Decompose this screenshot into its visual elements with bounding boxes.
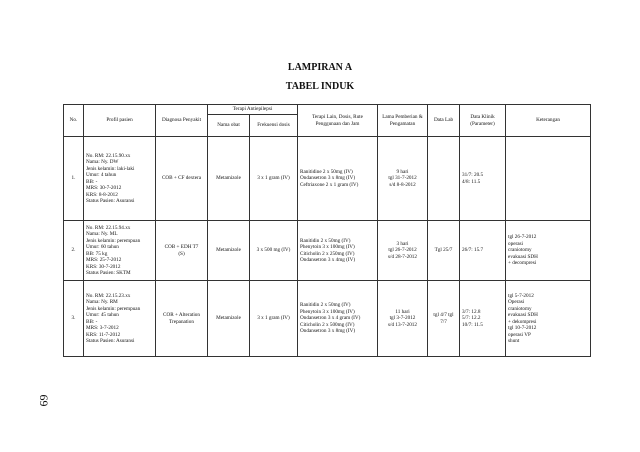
terapi-lain-line: Citicholin 2 x 500mg (IV) [300, 321, 355, 328]
terapi-lain-line: Ranitidine 2 x 50mg (IV) [300, 168, 353, 175]
profil-line: Jenis kelamin: laki-laki [86, 165, 135, 172]
cell-lama [378, 221, 428, 281]
cell-no: 1. [64, 137, 84, 221]
cell-terapi-lain [298, 221, 378, 281]
header-no: No. [64, 105, 84, 137]
header-terapi-group: Terapi Antiepilepsi [208, 105, 298, 115]
profil-line: Umur: 4 tahun [86, 172, 117, 178]
terapi-lain-line: Ondansetron 3 x 8mg (IV) [300, 175, 356, 182]
terapi-lain-line: Citicholin 2 x 250mg (IV) [300, 250, 355, 257]
terapi-lain-line: Ondansetron 3 x 4mg (IV) [300, 257, 356, 263]
keterangan-line: tgl 10-7-2012 [508, 325, 537, 331]
header-lama: Lama Pemberian & Pengamatan [378, 105, 428, 137]
terapi-lain-line: Ranitidin 2 x 50mg (IV) [300, 237, 351, 244]
terapi-lain-line: Ondansetron 3 x 8mg (IV) [300, 328, 356, 335]
header-nama-obat: Nama obat [208, 115, 250, 137]
profil-line: MRS: 25-7-2012 [86, 257, 122, 263]
profil-line: BB: - [86, 318, 98, 325]
diagnosa-line: COB + CF dextera [161, 175, 202, 182]
cell-terapi-lain [298, 137, 378, 221]
cell-frekuensi: 3 x 500 mg (IV) [250, 221, 298, 281]
table-row [64, 137, 591, 221]
cell-nama-obat: Metamizole [208, 137, 250, 221]
profil-line: MRS: 30-7-2012 [86, 185, 122, 191]
keterangan-line: Operasi [508, 299, 525, 305]
keterangan-line: evakuasi SDH [508, 253, 538, 260]
header-data-klinik: Data Klinik (Parameter) [460, 105, 506, 137]
diagnosa-line: (S) [178, 250, 185, 257]
profil-line: Nama: Ny. RM [86, 299, 118, 305]
cell-profil [84, 221, 156, 281]
profil-line: Umur: 60 tahun [86, 244, 119, 250]
lama-line: tgl 31-7-2012 [388, 175, 417, 182]
terapi-lain-line: Ondansetron 3 x 4 gram (IV) [300, 315, 361, 322]
cell-no: 3. [64, 281, 84, 357]
cell-diagnosa [156, 281, 208, 357]
lama-line: tgl 26-7-2012 [388, 247, 417, 254]
cell-profil [84, 281, 156, 357]
terapi-lain-line: Ranitidin 2 x 50mg (IV) [300, 302, 351, 309]
page-number: 69 [36, 394, 51, 407]
cell-keterangan [506, 281, 591, 357]
cell-lama [378, 281, 428, 357]
cell-diagnosa [156, 137, 208, 221]
cell-data-lab [428, 137, 460, 221]
cell-frekuensi: 3 x 1 gram (IV) [250, 281, 298, 357]
cell-no: 2. [64, 221, 84, 281]
table-row [64, 221, 591, 281]
profil-line: Nama: Ny. ML [86, 231, 118, 237]
data-klinik-line: 5/7: 12.2 [462, 315, 481, 322]
data-klinik-line: 10/7: 11.5 [462, 321, 483, 328]
profil-line: Umur: 45 tahun [86, 312, 119, 318]
cell-nama-obat: Metamizole [208, 221, 250, 281]
profil-line: No. RM: 22.15.94.xx [86, 224, 131, 231]
page-title: LAMPIRAN A [287, 62, 353, 73]
profil-line: KRS: 8-8-2012 [86, 191, 118, 198]
keterangan-line: evakuasi SDH [508, 312, 538, 318]
page-subtitle: TABEL INDUK [285, 81, 355, 92]
cell-data-lab: Tgl 25/7 [428, 221, 460, 281]
lama-line: s/d 13-7-2012 [388, 321, 417, 328]
cell-terapi-lain [298, 281, 378, 357]
diagnosa-line: Trepanation [169, 318, 194, 325]
keterangan-line: shunt [508, 338, 520, 344]
profil-line: BB: - [86, 178, 98, 185]
data-klinik-line: 31/7: 20.5 [462, 172, 484, 178]
header-data-lab: Data Lab [428, 105, 460, 137]
cell-data-klinik [460, 137, 506, 221]
header-diagnosa: Diagnosa Penyakit [156, 105, 208, 137]
cell-data-klinik [460, 281, 506, 357]
profil-line: Status Pasien: Asuransi [86, 198, 135, 204]
cell-lama [378, 137, 428, 221]
keterangan-line: tgl 5-7-2012 [508, 292, 534, 299]
data-klinik-line: 3/7: 12.8 [462, 308, 481, 315]
cell-profil [84, 137, 156, 221]
lama-line: 3 hari [396, 240, 409, 247]
cell-data-lab: tgl 4/7 tgl 7/7 [428, 281, 460, 357]
terapi-lain-line: Ceftriaxone 2 x 1 gram (IV) [300, 181, 359, 188]
profil-line: Nama: Ny. DW [86, 159, 119, 165]
keterangan-line: operasi [508, 240, 523, 247]
profil-line: Status Pasien: Asuransi [86, 338, 135, 344]
header-keterangan: Keterangan [506, 105, 591, 137]
cell-keterangan [506, 221, 591, 281]
table-row [64, 281, 591, 357]
lama-line: 11 hari [395, 308, 410, 315]
cell-keterangan [506, 137, 591, 221]
profil-line: KRS: 11-7-2012 [86, 331, 121, 338]
diagnosa-line: COB + EDH T7 [164, 244, 199, 250]
data-klinik-line: 26/7: 15.7 [462, 247, 484, 254]
profil-line: KRS: 30-7-2012 [86, 263, 121, 270]
cell-data-klinik [460, 221, 506, 281]
terapi-lain-line: Phenytoin 3 x 100mg (IV) [300, 308, 355, 315]
keterangan-line: craniotomy [508, 305, 532, 312]
cell-diagnosa [156, 221, 208, 281]
keterangan-line: craniotomy [508, 247, 532, 254]
data-klinik-line: 4/8: 11.5 [462, 178, 481, 185]
lama-line: s/d 8-8-2012 [389, 181, 416, 188]
profil-line: Jenis kelamin: perempuan [86, 237, 141, 244]
profil-line: No. RM: 22.15.90.xx [86, 152, 131, 159]
profil-line: Jenis kelamin: perempuan [86, 305, 141, 312]
diagnosa-line: COR + Alteration [163, 312, 200, 318]
header-profil: Profil pasien [84, 105, 156, 137]
terapi-lain-line: Phenytoin 3 x 100mg (IV) [300, 244, 355, 250]
lama-line: 9 hari [396, 168, 409, 175]
cell-frekuensi: 3 x 1 gram (IV) [250, 137, 298, 221]
header-terapi-lain: Terapi Lain, Dosis, Rute Penggunaan dan Jam [298, 105, 378, 137]
keterangan-line: operasi VP [508, 331, 531, 338]
lama-line: tgl 3-7-2012 [389, 315, 416, 322]
header-frekuensi: Frekuensi dosis [250, 115, 298, 137]
keterangan-line: tgl 26-7-2012 [508, 234, 537, 241]
keterangan-line: + decompresi [508, 260, 537, 267]
master-table [63, 104, 591, 357]
cell-nama-obat: Metamizole [208, 281, 250, 357]
profil-line: BB: 75 kg [86, 250, 108, 257]
lama-line: s/d 28-7-2012 [388, 253, 417, 260]
profil-line: No. RM: 22.15.23.xx [86, 292, 131, 299]
profil-line: Status Pasien: SKTM [86, 270, 131, 276]
profil-line: MRS: 3-7-2012 [86, 325, 119, 331]
keterangan-line: + dekompresi [508, 318, 537, 325]
